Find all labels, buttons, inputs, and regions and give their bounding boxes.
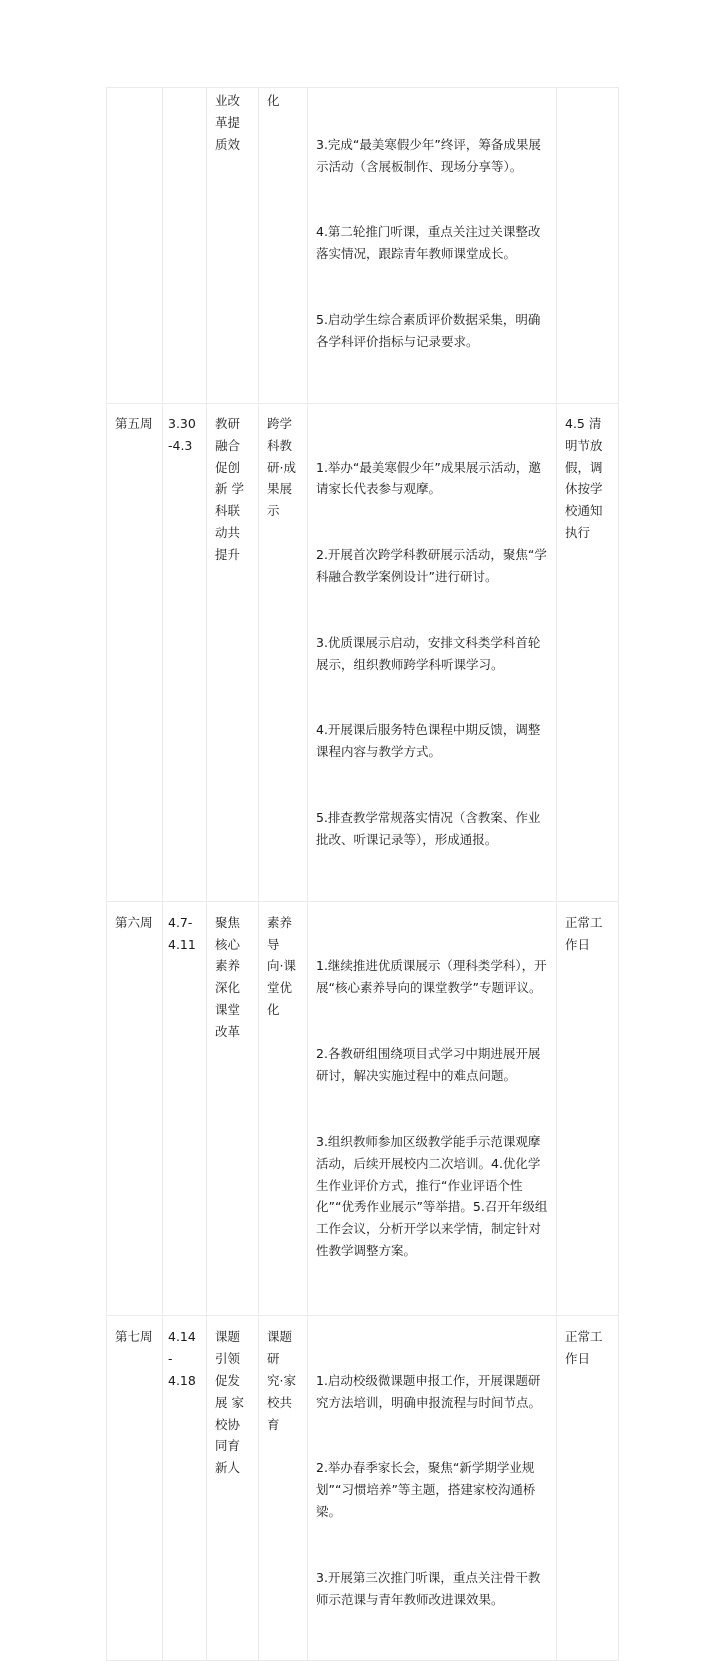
- list-item: 5.排查教学常规落实情况（含教案、作业批改、听课记录等），形成通报。: [316, 810, 541, 847]
- week-cell: 第五周: [107, 403, 163, 901]
- list-item: 4.开展课后服务特色课程中期反馈，调整课程内容与教学方式。: [316, 722, 541, 760]
- items-cell: [308, 88, 557, 404]
- table-row: [107, 1315, 619, 1660]
- items-cell: [308, 901, 557, 1315]
- list-item: 1.举办“最美寒假少年”成果展示活动，邀请家长代表参与观摩。: [316, 459, 541, 497]
- table-row: [107, 88, 619, 404]
- items-cell: [308, 403, 557, 901]
- list-item: 5.启动学生综合素质评价数据采集，明确各学科评价指标与记录要求。: [316, 312, 541, 349]
- focus-cell: 跨学 科教 研·成 果展 示: [259, 403, 308, 901]
- note-cell: [557, 88, 619, 404]
- date-cell: 3.30 -4.3: [163, 403, 207, 901]
- theme-cell: 聚焦 核心 素养 深化 课堂 改革: [207, 901, 259, 1315]
- theme-cell: 课题 引领 促发 展 家 校协 同育 新人: [207, 1315, 259, 1660]
- week-cell: 第六周: [107, 901, 163, 1315]
- focus-cell: 化: [259, 88, 308, 404]
- week-cell: [107, 88, 163, 404]
- list-item: 4.第二轮推门听课，重点关注过关课整改落实情况，跟踪青年教师课堂成长。: [316, 224, 541, 262]
- note-cell: 正常工 作日: [557, 1315, 619, 1660]
- table-row: [107, 403, 619, 901]
- list-item: 1.启动校级微课题申报工作，开展课题研究方法培训，明确申报流程与时间节点。: [316, 1372, 542, 1410]
- focus-cell: 课题 研 究·家 校共 育: [259, 1315, 308, 1660]
- table-row: [107, 901, 619, 1315]
- list-item: 1.继续推进优质课展示（理科类学科），开展“核心素养导向的课堂教学”专题评议。: [316, 958, 547, 996]
- date-cell: 4.7- 4.11: [163, 901, 207, 1315]
- focus-cell: 素养 导 向·课 堂优 化: [259, 901, 308, 1315]
- list-item: 3.开展第三次推门听课，重点关注骨干教师示范课与青年教师改进课效果。: [316, 1569, 541, 1607]
- list-item: 3.完成“最美寒假少年”终评，筹备成果展示活动（含展板制作、现场分享等）。: [316, 136, 541, 174]
- date-cell: [163, 88, 207, 404]
- note-cell: 正常工 作日: [557, 901, 619, 1315]
- theme-cell: 教研 融合 促创 新 学 科联 动共 提升: [207, 403, 259, 901]
- list-item: 2.开展首次跨学科教研展示活动，聚焦“学科融合教学案例设计”进行研讨。: [316, 547, 547, 585]
- schedule-table: [106, 87, 619, 1661]
- list-item: 2.各教研组围绕项目式学习中期进展开展研讨，解决实施过程中的难点问题。: [316, 1046, 541, 1083]
- items-cell: [308, 1315, 557, 1660]
- note-cell: 4.5 清 明节放 假，调 休按学 校通知 执行: [557, 403, 619, 901]
- list-item: 3.组织教师参加区级教学能手示范课观摩活动，后续开展校内二次培训。4.优化学生作业评价方式，推行“作业评语个性化”“优秀作业展示”等举措。5.召开年级组工作会议，分析开学以来学情，制定针对性教学调整方案。: [316, 1133, 548, 1259]
- list-item: 3.优质课展示启动，安排文科类学科首轮展示，组织教师跨学科听课学习。: [316, 634, 541, 672]
- list-item: 2.举办春季家长会，聚焦“新学期学业规划”“习惯培养”等主题，搭建家校沟通桥梁。: [316, 1460, 536, 1520]
- date-cell: 4.14 - 4.18: [163, 1315, 207, 1660]
- week-cell: 第七周: [107, 1315, 163, 1660]
- theme-cell: 业改 革提 质效: [207, 88, 259, 404]
